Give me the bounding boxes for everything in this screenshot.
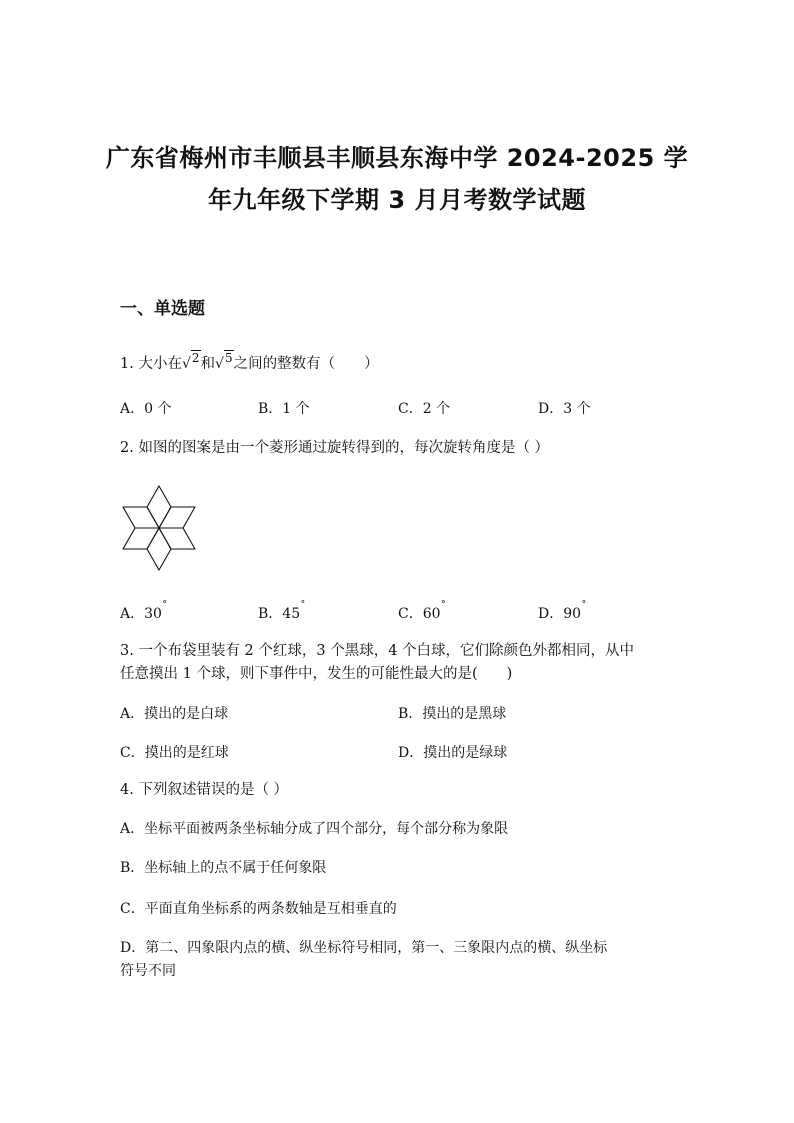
rhombus-bottom (147, 528, 171, 570)
option-letter: A． (120, 606, 145, 622)
question-1-text-mid: 和 (200, 356, 216, 372)
question-1-stem (120, 352, 379, 376)
angle-value (422, 600, 446, 622)
section-heading: 一、单选题 (120, 299, 205, 319)
question-1-option-c: C．2 个 (398, 401, 451, 417)
angle-number: 45 (282, 606, 301, 622)
sqrt-expression-a: √$^2$ (181, 351, 200, 372)
question-4-option-d-line-1: D．第二、四象限内点的横、纵坐标符号相同，第一、三象限内点的横、纵坐标 (120, 940, 608, 956)
question-2-option-b (258, 600, 306, 623)
question-4-option-c: C．平面直角坐标系的两条数轴是互相垂直的 (120, 901, 397, 917)
question-1-option-a: A．0 个 (120, 401, 172, 417)
option-letter: C． (398, 606, 423, 622)
angle-value (282, 600, 306, 622)
question-1-text-prefix: 1. 大小在 (120, 356, 182, 372)
question-3-option-b: B．摸出的是黑球 (398, 706, 507, 722)
question-3-option-a: A．摸出的是白球 (120, 706, 229, 722)
degree-symbol: ° (300, 600, 306, 610)
degree-symbol: ° (581, 600, 587, 610)
document-title-line-2: 年九年级下学期 3 月月考数学试题 (208, 186, 586, 214)
question-2-stem: 2. 如图的图案是由一个菱形通过旋转得到的，每次旋转角度是（ ） (120, 440, 550, 456)
sqrt-b-radicand: 5 (224, 351, 233, 365)
question-4-option-b: B．坐标轴上的点不属于任何象限 (120, 860, 327, 876)
option-letter: B． (258, 606, 283, 622)
degree-symbol: ° (162, 600, 167, 610)
sqrt-expression-b: √$^5$ (215, 351, 233, 372)
degree-symbol: ° (441, 600, 446, 610)
question-1-option-b: B．1 个 (258, 401, 310, 417)
angle-number: 30 (144, 606, 162, 622)
question-3-option-d: D．摸出的是绿球 (398, 745, 508, 761)
question-3-stem-line-2: 任意摸出 1 个球，则下事件中，发生的可能性最大的是( ) (120, 666, 513, 682)
rhombus-star-figure (118, 484, 202, 572)
angle-number: 60 (422, 606, 441, 622)
question-2-option-d (538, 600, 587, 623)
question-4-option-d-line-2: 符号不同 (120, 963, 176, 979)
option-letter: D． (538, 606, 564, 622)
angle-value (144, 600, 167, 622)
angle-number: 90 (563, 606, 582, 622)
question-2-option-c (398, 600, 446, 623)
question-3-stem-line-1: 3. 一个布袋里装有 2 个红球，3 个黑球，4 个白球，它们除颜色外都相同，从中 (120, 643, 635, 659)
question-4-option-a: A．坐标平面被两条坐标轴分成了四个部分，每个部分称为象限 (120, 821, 509, 837)
rhombus-upper-right (159, 507, 195, 528)
question-2-option-a (120, 600, 167, 623)
sqrt-a-radicand: 2 (191, 351, 200, 365)
rhombus-lower-left (123, 528, 159, 549)
angle-value (563, 600, 587, 622)
question-4-stem: 4. 下列叙述错误的是（ ） (120, 782, 289, 798)
question-1-option-d: D．3 个 (538, 401, 591, 417)
question-1-text-suffix: 之间的整数有（ ） (233, 356, 379, 372)
question-3-option-c: C．摸出的是红球 (120, 745, 229, 761)
rhombus-top (147, 486, 171, 528)
document-title-line-1: 广东省梅州市丰顺县丰顺县东海中学 2024-2025 学 (105, 144, 689, 172)
rhombus-upper-left (123, 507, 159, 528)
